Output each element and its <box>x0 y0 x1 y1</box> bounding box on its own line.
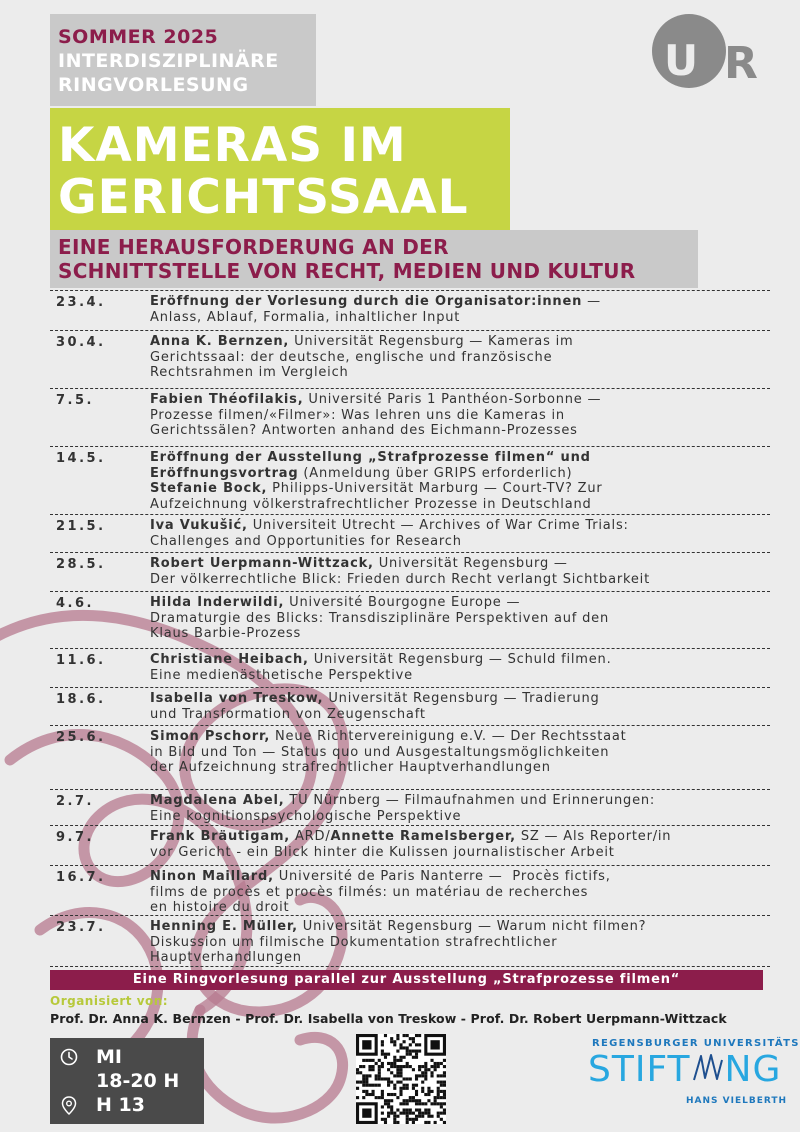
lecture-description <box>150 691 765 722</box>
schedule-entry <box>50 290 770 331</box>
description-line <box>150 350 765 366</box>
description-line <box>150 392 765 408</box>
schedule-entry <box>50 915 770 967</box>
lecture-date: 21.5. <box>56 519 106 534</box>
qr-code[interactable] <box>356 1034 446 1124</box>
description-line <box>150 518 765 534</box>
description-line <box>150 294 765 310</box>
lecture-text: Universität Regensburg — Schuld filmen. <box>308 652 612 667</box>
speaker-name: Eröffnung der Ausstellung „Strafprozesse filmen“ und <box>150 450 591 465</box>
subtitle-line-1: EINE HERAUSFORDERUNG AN DER <box>58 235 449 259</box>
speaker-name: Anna K. Bernzen, <box>150 334 290 349</box>
lecture-description <box>150 294 765 325</box>
lecture-text: — <box>582 294 601 309</box>
lecture-text: Université Paris 1 Panthéon-Sorbonne — <box>303 392 602 407</box>
description-line <box>150 760 765 776</box>
lecture-text: und Transformation von Zeugenschaft <box>150 706 426 722</box>
description-line <box>150 534 765 550</box>
lecture-description <box>150 652 765 683</box>
lecture-description <box>150 729 765 776</box>
schedule-entry <box>50 865 770 916</box>
lecture-description <box>150 869 765 916</box>
lecture-text: (Anmeldung über GRIPS erforderlich) <box>298 465 573 481</box>
lecture-description <box>150 334 765 381</box>
speaker-name: Eröffnung der Vorlesung durch die Organisator:innen <box>150 294 583 309</box>
description-line <box>150 809 765 825</box>
description-line <box>150 481 765 497</box>
series-line-2: RINGVORLESUNG <box>58 74 249 96</box>
lecture-date: 7.5. <box>56 393 94 408</box>
description-line <box>150 450 765 466</box>
lecture-text: Hauptverhandlungen <box>150 950 302 965</box>
lecture-text: Dramaturgie des Blicks: Transdisziplinäre Perspektiven auf den <box>150 610 609 626</box>
lecture-text: Klaus Barbie-Prozess <box>150 626 302 641</box>
lecture-text: vor Gericht - ein Blick hinter die Kulissen journalistischer Arbeit <box>150 844 615 860</box>
speaker-name: Magdalena Abel, <box>150 793 285 808</box>
schedule-entry <box>50 825 770 866</box>
description-line <box>150 652 765 668</box>
lecture-description <box>150 450 765 512</box>
speaker-name: Frank Bräutigam, <box>150 829 291 844</box>
season-label: SOMMER 2025 <box>58 26 219 48</box>
schedule-entry <box>50 591 770 649</box>
description-line <box>150 595 765 611</box>
description-line <box>150 497 765 513</box>
speaker-name: Ninon Maillard, <box>150 869 274 884</box>
lecture-description <box>150 919 765 966</box>
description-line <box>150 829 765 845</box>
lecture-text: Der völkerrechtliche Blick: Frieden durch Recht verlangt Sichtbarkeit <box>150 571 650 587</box>
lecture-text: Universität Regensburg — Kameras im <box>289 334 574 349</box>
description-line <box>150 334 765 350</box>
lecture-text: Universität Regensburg — Warum nicht filmen? <box>297 919 647 934</box>
description-line <box>150 707 765 723</box>
speaker-name: Robert Uerpmann-Wittzack, <box>150 556 374 571</box>
lecture-text: in Bild und Ton — Status quo und Ausgestaltungsmöglichkeiten <box>150 744 610 760</box>
lecture-description <box>150 556 765 587</box>
series-line-1: INTERDISZIPLINÄRE <box>58 50 279 72</box>
schedule-entry <box>50 514 770 553</box>
lecture-description <box>150 595 765 642</box>
schedule-entry <box>50 552 770 592</box>
schedule-entry <box>50 446 770 515</box>
foundation-bottom-text: HANS VIELBERTH <box>686 1096 788 1106</box>
lecture-text: Eine medienästhetische Perspektive <box>150 667 413 683</box>
subtitle-line-2: SCHNITTSTELLE VON RECHT, MEDIEN UND KULTUR <box>58 259 636 283</box>
lecture-text: der Aufzeichnung strafrechtlicher Hauptverhandlungen <box>150 760 551 775</box>
title-line-2: GERICHTSSAAL <box>58 170 469 225</box>
lecture-text: Prozesse filmen/«Filmer»: Was lehren uns die Kameras in <box>150 407 565 423</box>
speaker-name: Henning E. Müller, <box>150 919 298 934</box>
lecture-text: Universiteit Utrecht — Archives of War Crime Trials: <box>247 518 629 533</box>
speaker-name: Hilda Inderwildi, <box>150 595 285 610</box>
lecture-text: Universität Regensburg — <box>373 556 568 571</box>
schedule-entry <box>50 388 770 447</box>
foundation-top-text: REGENSBURGER UNIVERSITÄTS <box>592 1038 800 1049</box>
lecture-text: Universität Regensburg — Tradierung <box>323 691 600 706</box>
schedule-entry <box>50 725 770 790</box>
lecture-day: MI <box>96 1046 122 1068</box>
lecture-text: TU Nürnberg — Filmaufnahmen und Erinnerungen: <box>284 793 656 808</box>
clock-icon <box>60 1048 78 1066</box>
description-line <box>150 950 765 966</box>
lecture-text: Aufzeichnung völkerstrafrechtlicher Prozesse in Deutschland <box>150 496 592 512</box>
speaker-name: Simon Pschorr, <box>150 729 271 744</box>
foundation-main-text: STIFT NG <box>588 1049 782 1090</box>
lecture-text: Rechtsrahmen im Vergleich <box>150 365 349 380</box>
organizers-label: Organisiert von: <box>50 994 169 1008</box>
speaker-name: Iva Vukušić, <box>150 518 248 533</box>
title-line-1: KAMERAS IM <box>58 118 407 173</box>
schedule-entry <box>50 648 770 688</box>
lecture-date: 4.6. <box>56 596 94 611</box>
lecture-text: Challenges and Opportunities for Research <box>150 533 462 549</box>
description-line <box>150 556 765 572</box>
lecture-text: Gerichtssaal: der deutsche, englische und französische <box>150 349 553 365</box>
description-line <box>150 869 765 885</box>
lecture-date: 9.7. <box>56 830 94 845</box>
speaker-name: Christiane Heibach, <box>150 652 309 667</box>
lecture-date: 23.7. <box>56 920 106 935</box>
lecture-text: Anlass, Ablauf, Formalia, inhaltlicher Input <box>150 309 461 325</box>
speaker-name: Annette Ramelsberger, <box>330 829 516 844</box>
description-line <box>150 668 765 684</box>
description-line <box>150 885 765 901</box>
lecture-date: 14.5. <box>56 451 106 466</box>
lecture-hours: 18-20 H <box>96 1070 180 1092</box>
lecture-date: 11.6. <box>56 653 106 668</box>
lecture-text: Diskussion um filmische Dokumentation strafrechtlicher <box>150 934 558 950</box>
lecture-text: ARD/ <box>290 829 331 844</box>
speaker-name: Eröffnungsvortrag <box>150 465 299 481</box>
location-pin-icon <box>61 1096 77 1116</box>
lecture-text: SZ — Als Reporter/in <box>515 829 672 844</box>
lecture-date: 23.4. <box>56 295 106 310</box>
lecture-room: H 13 <box>96 1094 145 1116</box>
description-line <box>150 793 765 809</box>
lecture-date: 18.6. <box>56 692 106 707</box>
description-line <box>150 365 765 381</box>
lecture-text: Eine kognitionspsychologische Perspektive <box>150 808 462 824</box>
description-line <box>150 729 765 745</box>
description-line <box>150 626 765 642</box>
speaker-name: Stefanie Bock, <box>150 481 268 496</box>
exhibition-banner: Eine Ringvorlesung parallel zur Ausstellung „Strafprozesse filmen“ <box>50 970 763 990</box>
lecture-description <box>150 793 765 824</box>
description-line <box>150 611 765 627</box>
speaker-name: Fabien Théofilakis, <box>150 392 304 407</box>
description-line <box>150 423 765 439</box>
logo-letter-r: R <box>724 38 758 89</box>
description-line <box>150 845 765 861</box>
lecture-text: Université Bourgogne Europe — <box>284 595 521 610</box>
lecture-description <box>150 829 765 860</box>
lecture-date: 16.7. <box>56 870 106 885</box>
description-line <box>150 310 765 326</box>
organizers-names: Prof. Dr. Anna K. Bernzen - Prof. Dr. Isabella von Treskow - Prof. Dr. Robert Uerpmann-Wittzack <box>50 1011 727 1026</box>
lecture-date: 25.6. <box>56 730 106 745</box>
lecture-text: Neue Richtervereinigung e.V. — Der Rechtsstaat <box>270 729 627 744</box>
lecture-text: Gerichtssälen? Antworten anhand des Eichmann-Prozesses <box>150 423 578 438</box>
lecture-text: Philipps-Universität Marburg — Court-TV? Zur <box>267 481 603 496</box>
speaker-name: Isabella von Treskow, <box>150 691 324 706</box>
schedule-entry <box>50 789 770 826</box>
description-line <box>150 935 765 951</box>
lecture-date: 30.4. <box>56 335 106 350</box>
foundation-signature-mark <box>691 1052 725 1084</box>
logo-letter-u: U <box>664 36 699 85</box>
description-line <box>150 691 765 707</box>
description-line <box>150 900 765 916</box>
lecture-description <box>150 392 765 439</box>
lecture-date: 28.5. <box>56 557 106 572</box>
lecture-text: en histoire du droit <box>150 900 290 915</box>
lecture-description <box>150 518 765 549</box>
lecture-text: Université de Paris Nanterre — Procès fictifs, <box>273 869 611 884</box>
lecture-date: 2.7. <box>56 794 94 809</box>
description-line <box>150 466 765 482</box>
schedule-entry <box>50 687 770 726</box>
description-line <box>150 408 765 424</box>
description-line <box>150 919 765 935</box>
schedule-entry <box>50 330 770 389</box>
description-line <box>150 745 765 761</box>
lecture-text: films de procès et procès filmés: un matériau de recherches <box>150 884 589 900</box>
description-line <box>150 572 765 588</box>
